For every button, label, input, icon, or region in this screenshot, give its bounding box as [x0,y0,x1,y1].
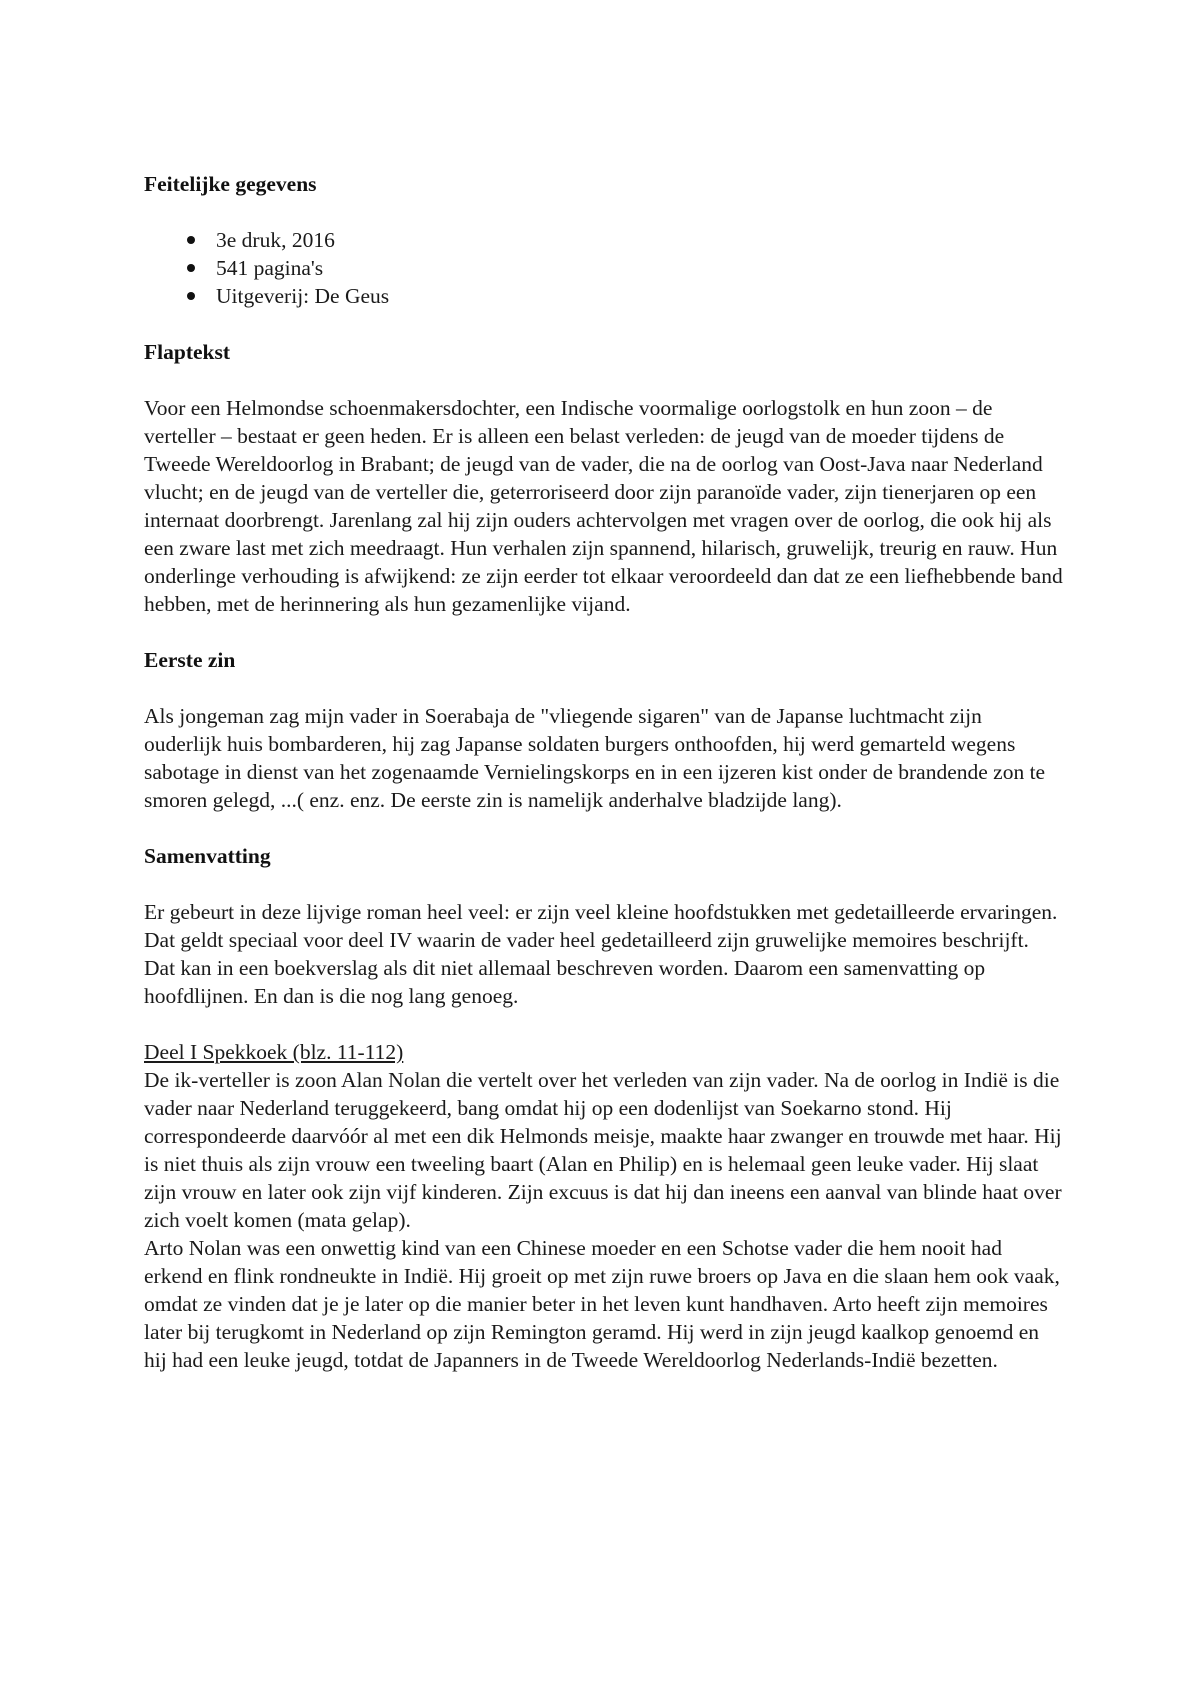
list-item [144,226,1064,254]
spacer [144,674,1064,702]
spacer [144,1010,1064,1038]
flaptekst-paragraph: Voor een Helmondse schoenmakersdochter, een Indische voormalige oorlogstolk en hun zoon – de verteller – bestaat er geen heden. Er is alleen een belast verleden: de jeugd van de moeder tijdens de Tweede Wereldoorlog in Brabant; de jeugd van de vader, die na de oorlog van Oost-Java naar Nederland vlucht; en de jeugd van de verteller die, geterroriseerd door zijn paranoïde vader, zijn tienerjaren op een internaat doorbrengt. Jarenlang zal hij zijn ouders achtervolgen met vragen over de oorlog, die ook hij als een zware last met zich meedraagt. Hun verhalen zijn spannend, hilarisch, gruwelijk, treurig en rauw. Hun onderlinge verhouding is afwijkend: ze zijn eerder tot elkaar veroordeeld dan dat ze een liefhebbende band hebben, met de herinnering als hun gezamenlijke vijand. [144,396,1063,616]
samenvatting-intro: Er gebeurt in deze lijvige roman heel veel: er zijn veel kleine hoofdstukken met gedetailleerde ervaringen. Dat geldt speciaal voor deel IV waarin de vader heel gedetailleerd zijn gruwelijke memoires beschrijft. Dat kan in een boekverslag als dit niet allemaal beschreven worden. Daarom een samenvatting op hoofdlijnen. En dan is die nog lang genoeg. [144,900,1058,1008]
spacer [144,618,1064,646]
eerste-zin-heading: Eerste zin [144,648,236,672]
spacer [144,814,1064,842]
facts-heading: Feitelijke gegevens [144,172,317,196]
list-item-text: 3e druk, 2016 [216,228,335,252]
list-item-text: 541 pagina's [216,256,324,280]
samenvatting-heading: Samenvatting [144,844,271,868]
list-item [144,254,1064,282]
deel1-paragraph-2: Arto Nolan was een onwettig kind van een Chinese moeder en een Schotse vader die hem nooit had erkend en flink rondneukte in Indië. Hij groeit op met zijn ruwe broers op Java en die slaan hem ook vaak, omdat ze vinden dat je je later op die manier beter in het leven kunt handhaven. Arto heeft zijn memoires later bij terugkomt in Nederland op zijn Remington geramd. Hij werd in zijn jeugd kaalkop genoemd en hij had een leuke jeugd, totdat de Japanners in de Tweede Wereldoorlog Nederlands-Indië bezetten. [144,1236,1060,1372]
eerste-zin-paragraph: Als jongeman zag mijn vader in Soerabaja de "vliegende sigaren" van de Japanse luchtmacht zijn ouderlijk huis bombarderen, hij zag Japanse soldaten burgers onthoofden, hij werd gemarteld wegens sabotage in dienst van het zogenaamde Vernielingskorps en in een ijzeren kist onder de brandende zon te smoren gelegd, ...( enz. enz. De eerste zin is namelijk anderhalve bladzijde lang). [144,704,1046,812]
facts-list [144,226,1064,310]
spacer [144,198,1064,226]
flaptekst-heading: Flaptekst [144,340,230,364]
bullet-icon [187,292,195,300]
deel1-paragraph-1: De ik-verteller is zoon Alan Nolan die vertelt over het verleden van zijn vader. Na de oorlog in Indië is die vader naar Nederland teruggekeerd, bang omdat hij op een dodenlijst van Soekarno stond. Hij correspondeerde daarvóór al met een dik Helmonds meisje, maakte haar zwanger en trouwde met haar. Hij is niet thuis als zijn vrouw een tweeling baart (Alan en Philip) en is helemaal geen leuke vader. Hij slaat zijn vrouw en later ook zijn vijf kinderen. Zijn excuus is dat hij dan ineens een aanval van blinde haat over zich voelt komen (mata gelap). [144,1068,1062,1232]
spacer [144,366,1064,394]
list-item [144,282,1064,310]
deel1-title: Deel I Spekkoek (blz. 11-112) [144,1040,404,1064]
bullet-icon [187,264,195,272]
document-body [144,170,1064,1374]
spacer [144,310,1064,338]
list-item-text: Uitgeverij: De Geus [216,284,390,308]
spacer [144,870,1064,898]
bullet-icon [187,236,195,244]
